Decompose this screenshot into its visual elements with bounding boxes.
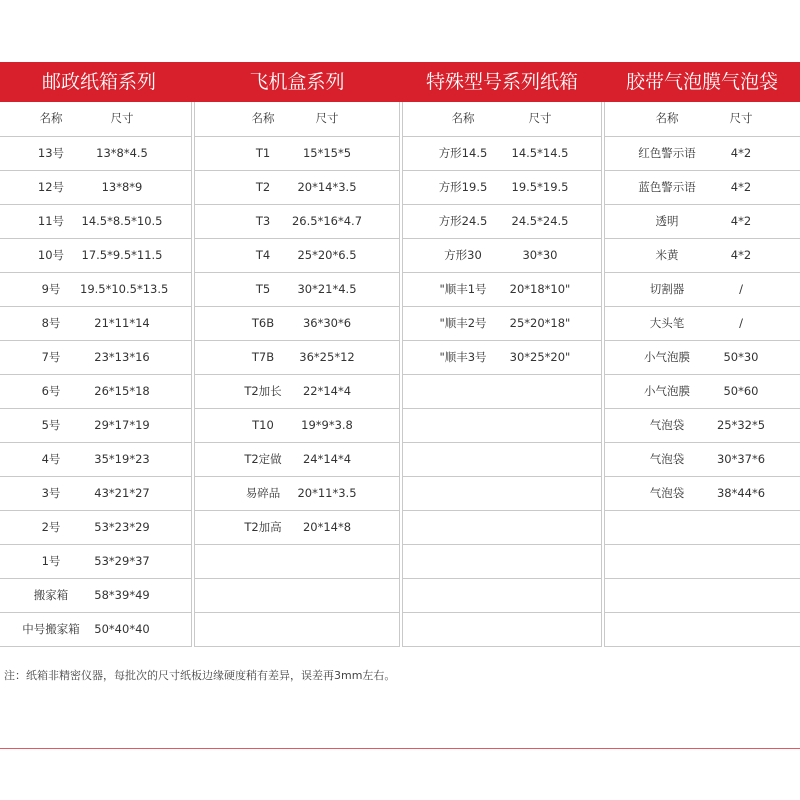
item-size: 14.5*14.5 [511, 146, 569, 160]
table-row [195, 476, 399, 510]
size-header: 尺寸 [729, 111, 753, 125]
item-size: 4*2 [730, 180, 752, 194]
table-row [605, 578, 800, 612]
table-row [195, 408, 399, 442]
item-size: 25*32*5 [716, 418, 766, 432]
item-size [703, 511, 779, 544]
item-size [497, 579, 583, 612]
item-name: T4 [255, 248, 271, 262]
table-row [195, 340, 399, 374]
item-size: 24*14*4 [302, 452, 352, 466]
item-size: 30*30 [522, 248, 558, 262]
item-size: 20*14*3.5 [297, 180, 357, 194]
table-row [0, 510, 191, 544]
name-header: 名称 [251, 111, 275, 125]
table-row [195, 612, 399, 646]
table-header-row [605, 102, 800, 136]
table-row [605, 238, 800, 272]
item-size: 20*11*3.5 [297, 486, 357, 500]
item-name: 切割器 [649, 282, 685, 296]
section-tape-bubble [604, 62, 800, 652]
item-name: 方形19.5 [438, 180, 488, 194]
table-row [195, 238, 399, 272]
item-size: 50*40*40 [94, 622, 150, 636]
table-row [0, 442, 191, 476]
name-header: 名称 [39, 111, 63, 125]
table-row [195, 136, 399, 170]
table-row [605, 204, 800, 238]
item-size: 4*2 [730, 248, 752, 262]
item-name: "顺丰2号 [439, 316, 487, 330]
item-name: T1 [255, 146, 271, 160]
item-name: T10 [252, 418, 274, 432]
item-name: 透明 [655, 214, 679, 228]
table-row [0, 170, 191, 204]
item-name: 方形24.5 [438, 214, 488, 228]
item-size: 50*60 [723, 384, 759, 398]
item-size [703, 613, 779, 646]
item-name: 气泡袋 [649, 418, 685, 432]
section-title: 特殊型号系列纸箱 [425, 71, 578, 93]
section-airplane-boxes [194, 62, 400, 652]
table-row [0, 544, 191, 578]
item-size: 36*25*12 [299, 350, 355, 364]
table-row [605, 544, 800, 578]
item-size: 19.5*19.5 [511, 180, 569, 194]
item-name: 米黄 [655, 248, 679, 262]
item-name: T2加长 [244, 384, 282, 398]
item-name: "顺丰1号 [439, 282, 487, 296]
item-name: 13号 [37, 146, 65, 160]
table-row [403, 170, 601, 204]
item-size: 19.5*10.5*13.5 [80, 282, 169, 296]
item-size: 17.5*9.5*11.5 [81, 248, 163, 262]
item-name: 6号 [41, 384, 61, 398]
table-row [0, 374, 191, 408]
table-row [605, 510, 800, 544]
item-size: 15*15*5 [302, 146, 352, 160]
item-name: T2 [255, 180, 271, 194]
item-size: 4*2 [730, 146, 752, 160]
table-row [0, 408, 191, 442]
section-special-boxes [402, 62, 602, 652]
item-size: 35*19*23 [94, 452, 150, 466]
item-name: T2加高 [244, 520, 282, 534]
table-row [403, 544, 601, 578]
item-name: T7B [251, 350, 275, 364]
item-name: 2号 [41, 520, 61, 534]
item-size [497, 511, 583, 544]
item-size: 4*2 [730, 214, 752, 228]
item-name [617, 511, 717, 544]
item-size: 23*13*16 [94, 350, 150, 364]
size-table [402, 102, 602, 647]
item-name: T2定做 [244, 452, 282, 466]
item-size: 43*21*27 [94, 486, 150, 500]
table-row [403, 510, 601, 544]
table-row [0, 612, 191, 646]
item-name: 红色警示语 [638, 146, 696, 160]
item-name: 12号 [37, 180, 65, 194]
item-name [617, 613, 717, 646]
table-row [195, 510, 399, 544]
table-row [403, 578, 601, 612]
item-size: 53*23*29 [94, 520, 150, 534]
size-header: 尺寸 [315, 111, 339, 125]
table-row [605, 272, 800, 306]
table-row [605, 476, 800, 510]
item-size [285, 579, 369, 612]
item-name [617, 579, 717, 612]
item-name [617, 545, 717, 578]
table-row [403, 442, 601, 476]
item-size [285, 613, 369, 646]
item-name: 9号 [41, 282, 61, 296]
table-row [403, 374, 601, 408]
item-name: 气泡袋 [649, 452, 685, 466]
item-name: T5 [255, 282, 271, 296]
section-title: 飞机盒系列 [249, 71, 345, 93]
table-row [195, 306, 399, 340]
table-row [605, 340, 800, 374]
item-size: 30*21*4.5 [297, 282, 357, 296]
table-row [403, 238, 601, 272]
table-row [403, 136, 601, 170]
item-size: 26.5*16*4.7 [291, 214, 363, 228]
item-size [497, 613, 583, 646]
item-name: 大头笔 [649, 316, 685, 330]
table-row [0, 204, 191, 238]
item-size [497, 443, 583, 476]
table-header-row [0, 102, 191, 136]
item-name: 中号搬家箱 [22, 622, 80, 636]
table-row [605, 612, 800, 646]
item-name: 方形30 [444, 248, 482, 262]
table-row [195, 272, 399, 306]
item-size: 26*15*18 [94, 384, 150, 398]
item-name: 易碎品 [245, 486, 281, 500]
item-size [703, 545, 779, 578]
size-table [0, 102, 192, 647]
item-name: 1号 [41, 554, 61, 568]
item-size: 30*37*6 [716, 452, 766, 466]
item-name: 5号 [41, 418, 61, 432]
table-row [403, 612, 601, 646]
item-size [285, 545, 369, 578]
table-row [195, 374, 399, 408]
item-size: 36*30*6 [302, 316, 352, 330]
item-size: 13*8*4.5 [96, 146, 148, 160]
item-size: / [739, 316, 743, 330]
item-size: 21*11*14 [94, 316, 150, 330]
section-postal-boxes [0, 62, 192, 652]
item-size: 29*17*19 [94, 418, 150, 432]
item-size: 13*8*9 [101, 180, 143, 194]
table-row [605, 170, 800, 204]
table-row [0, 272, 191, 306]
item-name: 气泡袋 [649, 486, 685, 500]
item-size: 25*20*18" [509, 316, 571, 330]
item-size: 58*39*49 [94, 588, 150, 602]
item-size: 25*20*6.5 [297, 248, 357, 262]
table-row [195, 544, 399, 578]
item-name: 蓝色警示语 [638, 180, 696, 194]
item-name: 小气泡膜 [644, 350, 690, 364]
table-row [605, 306, 800, 340]
table-row [195, 204, 399, 238]
table-row [0, 306, 191, 340]
name-header: 名称 [451, 111, 475, 125]
item-name: 11号 [37, 214, 65, 228]
table-row [195, 170, 399, 204]
table-row [0, 136, 191, 170]
item-name: 3号 [41, 486, 61, 500]
table-row [403, 306, 601, 340]
table-row [403, 204, 601, 238]
tolerance-note: 注：纸箱非精密仪器，每批次的尺寸纸板边缘硬度稍有差异，误差再3mm左右。 [4, 669, 396, 682]
item-size: 30*25*20" [509, 350, 571, 364]
item-name: 7号 [41, 350, 61, 364]
section-title: 胶带气泡膜气泡袋 [625, 71, 778, 93]
item-size [703, 579, 779, 612]
table-row [605, 136, 800, 170]
table-row [403, 476, 601, 510]
item-name: 10号 [37, 248, 65, 262]
item-size: 24.5*24.5 [511, 214, 569, 228]
item-size: 20*14*8 [302, 520, 352, 534]
item-name: T3 [255, 214, 271, 228]
item-name: "顺丰3号 [439, 350, 487, 364]
item-size: 14.5*8.5*10.5 [81, 214, 163, 228]
item-name: 4号 [41, 452, 61, 466]
item-size [497, 375, 583, 408]
item-size: 50*30 [723, 350, 759, 364]
size-header: 尺寸 [528, 111, 552, 125]
section-title: 邮政纸箱系列 [42, 71, 157, 93]
table-row [403, 272, 601, 306]
table-header-row [403, 102, 601, 136]
name-header: 名称 [655, 111, 679, 125]
size-table [194, 102, 400, 647]
table-row [195, 578, 399, 612]
item-size [497, 409, 583, 442]
item-name: 小气泡膜 [644, 384, 690, 398]
table-row [0, 340, 191, 374]
table-row [0, 476, 191, 510]
table-row [403, 340, 601, 374]
item-name: 方形14.5 [438, 146, 488, 160]
size-table [604, 102, 800, 647]
item-size: 20*18*10" [509, 282, 571, 296]
item-size [497, 545, 583, 578]
item-name: 8号 [41, 316, 61, 330]
table-row [605, 408, 800, 442]
size-header: 尺寸 [110, 111, 134, 125]
table-row [403, 408, 601, 442]
table-header-row [195, 102, 399, 136]
item-size: 53*29*37 [94, 554, 150, 568]
item-size: 19*9*3.8 [301, 418, 353, 432]
item-size [497, 477, 583, 510]
table-row [195, 442, 399, 476]
item-name: T6B [251, 316, 275, 330]
item-size: 38*44*6 [716, 486, 766, 500]
table-row [605, 374, 800, 408]
bottom-divider [0, 748, 800, 749]
item-size: 22*14*4 [302, 384, 352, 398]
item-name: 搬家箱 [33, 588, 69, 602]
table-row [0, 238, 191, 272]
table-row [0, 578, 191, 612]
item-size: / [739, 282, 743, 296]
table-row [605, 442, 800, 476]
